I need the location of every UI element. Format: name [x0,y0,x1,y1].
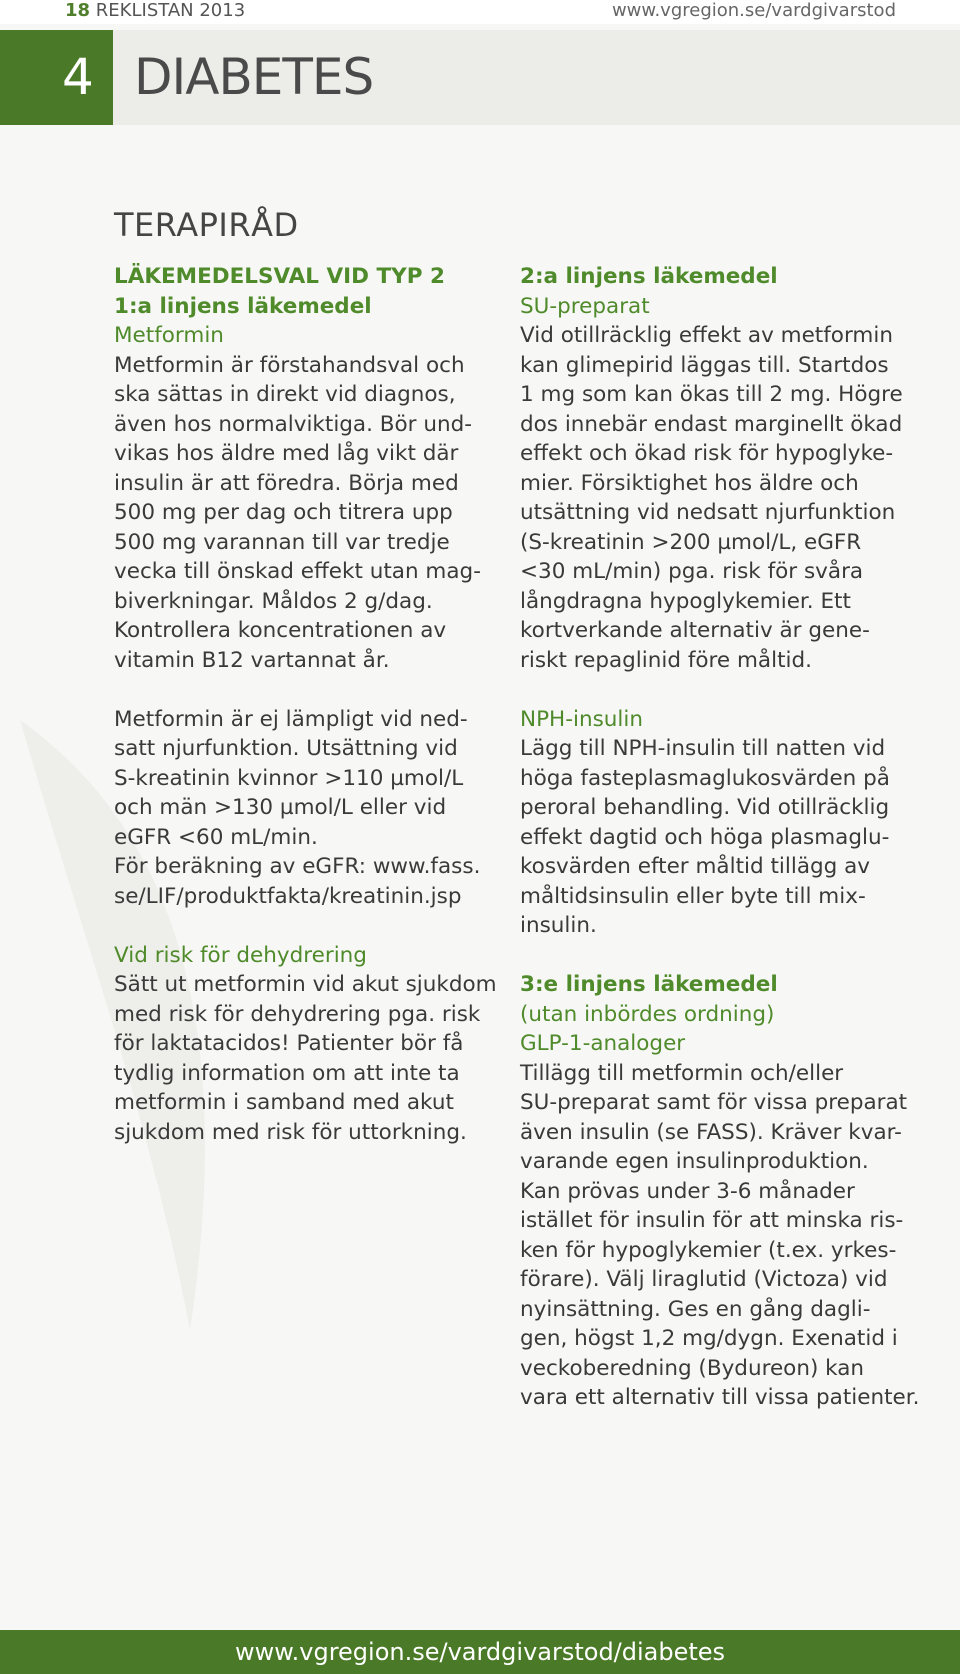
text-line: biverkningar. Måldos 2 g/dag. [114,588,433,614]
text-line: vecka till önskad effekt utan mag- [114,559,481,584]
text-line: eGFR <60 mL/min. [114,824,318,850]
text-line: långdragna hypoglykemier. Ett [520,588,851,614]
text-line: gen, högst 1,2 mg/dygn. Exenatid i [520,1326,898,1351]
text-line: med risk för dehydrering pga. risk [114,1001,481,1027]
dehydration-title: Vid risk för dehydrering [114,942,367,968]
text-line: peroral behandling. Vid otillräcklig [520,795,890,820]
text-line: Metformin är förstahandsval och [114,352,465,378]
chapter-band [0,30,960,125]
footer-bar [0,1630,960,1674]
text-line: och män >130 µmol/L eller vid [114,795,447,820]
top-bar [0,0,960,24]
text-line: utsättning vid nedsatt njurfunktion [520,500,896,525]
text-line: Vid otillräcklig effekt av metformin [520,323,893,348]
chapter-title: DIABETES [134,48,374,106]
text-line: kosvärden efter måltid tillägg av [520,854,871,879]
text-line: mier. Försiktighet hos äldre och [520,470,859,496]
third-line-subheading: (utan inbördes ordning) [520,1001,775,1027]
second-line-heading: 2:a linjens läkemedel [520,264,778,289]
text-line: måltidsinsulin eller byte till mix- [520,883,866,909]
text-line: kortverkande alternativ är gene- [520,618,870,643]
kidney-function-paragraph [114,705,504,912]
page-number: 18 [65,0,91,21]
first-line-heading: 1:a linjens läkemedel [114,293,372,319]
text-line: veckoberedning (Bydureon) kan [520,1355,865,1381]
dehydration-paragraph [114,970,504,1147]
nph-title: NPH-insulin [520,706,643,732]
text-line: Tillägg till metformin och/eller [520,1060,844,1086]
publication-name: REKLISTAN 2013 [95,0,246,21]
text-line: vikas hos äldre med låg vikt där [114,441,459,466]
text-line: för laktatacidos! Patienter bör få [114,1031,464,1056]
text-line: insulin är att föredra. Börja med [114,470,459,496]
text-line: förare). Välj liraglutid (Victoza) vid [520,1267,888,1292]
text-line: 500 mg per dag och titrera upp [114,500,453,525]
text-line: (S-kreatinin >200 µmol/L, eGFR [520,529,862,555]
text-line: ken för hypoglykemier (t.ex. yrkes- [520,1237,897,1263]
footer-url[interactable]: www.vgregion.se/vardgivarstod/diabetes [234,1638,726,1666]
text-line: nyinsättning. Ges en gång dagli- [520,1296,871,1322]
text-line: dos innebär endast marginellt ökad [520,411,903,437]
left-column [114,262,504,1147]
text-line: effekt och ökad risk för hypoglyke- [520,441,894,466]
text-line: Lägg till NPH-insulin till natten vid [520,736,886,761]
text-line: effekt dagtid och höga plasmaglu- [520,824,890,850]
right-column [520,262,920,1413]
text-line: ska sättas in direkt vid diagnos, [114,382,456,407]
text-line: satt njurfunktion. Utsättning vid [114,736,458,761]
text-line: även hos normalviktiga. Bör und- [114,411,473,437]
treatment-heading: LÄKEMEDELSVAL VID TYP 2 [114,264,445,289]
text-line: Kan prövas under 3-6 månader [520,1178,855,1204]
text-line: Metformin är ej lämpligt vid ned- [114,706,468,732]
text-line: istället för insulin för att minska ris- [520,1208,904,1233]
text-line: 500 mg varannan till var tredje [114,529,450,555]
text-line: metformin i samband med akut [114,1090,454,1115]
text-line: även insulin (se FASS). Kräver kvar- [520,1119,902,1145]
text-line: kan glimepirid läggas till. Startdos [520,352,889,378]
chapter-number: 4 [0,30,113,125]
text-line: höga fasteplasmaglukosvärden på [520,765,890,791]
nph-paragraph [520,734,910,941]
su-paragraph [520,321,910,675]
text-line: insulin. [520,913,597,938]
text-line: tydlig information om att inte ta [114,1060,460,1086]
text-line: varande egen insulinproduktion. [520,1149,869,1174]
text-line: Kontrollera koncentrationen av [114,618,447,643]
text-line: sjukdom med risk för uttorkning. [114,1119,467,1145]
text-line: Sätt ut metformin vid akut sjukdom [114,972,497,997]
text-line: vara ett alternativ till vissa patienter. [520,1385,920,1410]
egfr-link-line[interactable]: se/LIF/produktfakta/kreatinin.jsp [114,883,462,909]
glp-title: GLP-1-analoger [520,1031,686,1056]
page-header [65,0,245,22]
su-title: SU-preparat [520,293,650,319]
glp-paragraph [520,1059,920,1413]
metformin-paragraph [114,351,504,676]
header-url[interactable]: www.vgregion.se/vardgivarstod [611,0,896,21]
third-line-heading: 3:e linjens läkemedel [520,972,778,997]
text-line: S-kreatinin kvinnor >110 µmol/L [114,765,464,791]
text-line: vitamin B12 vartannat år. [114,647,390,673]
metformin-title: Metformin [114,323,224,348]
egfr-link-line[interactable]: För beräkning av eGFR: www.fass. [114,854,481,879]
text-line: 1 mg som kan ökas till 2 mg. Högre [520,382,903,407]
text-line: SU-preparat samt för vissa preparat [520,1090,908,1115]
text-line: riskt repaglinid före måltid. [520,647,812,673]
text-line: <30 mL/min) pga. risk för svåra [520,559,864,584]
section-title: TERAPIRÅD [114,206,299,244]
